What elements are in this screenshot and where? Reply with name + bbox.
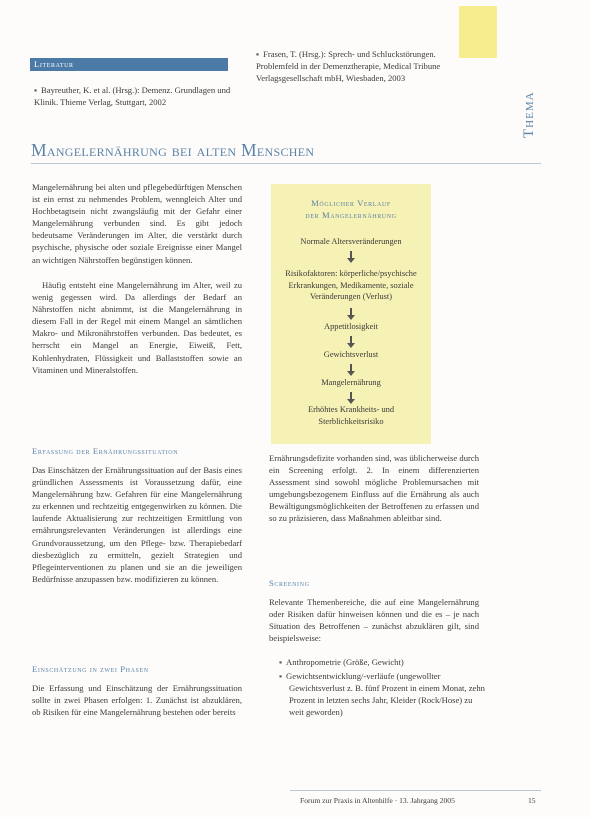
footer-rule — [290, 790, 541, 791]
literature-heading: Literatur — [30, 58, 228, 71]
flow-step-4: Gewichtsverlust — [323, 350, 379, 359]
screening-bullet-1: ▪ Anthropometrie (Größe, Gewicht) — [279, 656, 487, 668]
paragraph-erfassung: Das Einschätzen der Ernährungssituation auf der Basis eines gründlichen Assessments ist Voraussetzung dafür, eine Mangelernährung bzw. Gefahren für eine Mangelernährung zu erkennen und rechtzeitig entgegenwirken zu können. Die laufende Aktualisierung zur rechtzeitigen Ermittlung von ernährungsrelevanten Veränderungen ist allerdings eine Grundvoraussetzung, um den Pflege- bzw. Therapiebedarf diesbezüglich zu ermitteln, gezielt Strategien und Pflegeinterventionen zu planen und sie an die jeweiligen Bedürfnisse anzupassen bzw. modifizieren zu können. — [32, 465, 242, 584]
literature-entry-1: ▪ Bayreuther, K. et al. (Hrsg.): Demenz. Grundlagen und Klinik. Thieme Verlag, Stuttgart, 2002 — [34, 84, 234, 108]
flow-arrow-1 — [350, 251, 352, 259]
heading-erfassung: Erfassung der Ernährungssituation — [32, 446, 179, 456]
screening-bullet-2: ▪ Gewichtsentwicklung/-verläufe (ungewollter Gewichtsverlust z. B. fünf Prozent in einem Monat, zehn Prozent in letzten sechs Jahr, Kleider (Rock/Hose) zu weit geworden) — [279, 670, 487, 718]
flow-arrow-2 — [350, 308, 352, 316]
flow-arrow-4 — [350, 364, 352, 372]
flow-arrow-5 — [350, 392, 352, 400]
flow-step-5: Mangelernährung — [321, 378, 381, 387]
paragraph-continuation: Ernährungsdefizite vorhanden sind, was üblicherweise durch ein Screening erfolgt. 2. In einem differenzierten Assessment sind sowohl mögliche Problemursachen mit umgebungsbezogenem Einfluss auf die Ernährung als auch Bewältigungsmöglichkeiten der Betroffenen zu erfassen und so zu präzisieren, dass Maßnahmen ableitbar sind. — [269, 453, 479, 524]
title-rule — [31, 163, 541, 164]
flow-step-1: Normale Altersveränderungen — [300, 237, 402, 246]
flow-step-6: Erhöhtes Krankheits- und Sterblichkeitsrisiko — [307, 405, 395, 426]
flow-step-2: Risikofaktoren: körperliche/psychische Erkrankungen, Medikamente, soziale Veränderungen (Verlust) — [285, 269, 417, 301]
flow-box-title-2: der Mangelernährung — [305, 210, 397, 220]
flow-step-3: Appetitlosigkeit — [324, 322, 378, 331]
flow-box — [271, 184, 431, 444]
intro-paragraph-1: Mangelernährung bei alten und pflegebedürftigen Menschen ist ein ernst zu nehmendes Problem, wenngleich Alter und Hochbetagtsein nicht zwangsläufig mit der Gefahr einer Mangelernährung verbunden sind. Es gibt jedoch bedeutsame Veränderungen im Alter, die verstärkt durch psychische, physische oder soziale Ereignisse einer Mangel an wichtigen Nährstoffen begünstigen können. — [32, 182, 242, 265]
paragraph-zwei-phasen: Die Erfassung und Einschätzung der Ernährungssituation sollte in zwei Phasen erfolgen: 1. Zunächst ist abzuklären, ob Risiken für eine Mangelernährung bestehen oder bereits — [32, 683, 242, 718]
flow-box-title-1: Möglicher Verlauf — [311, 198, 391, 208]
footer-journal: Forum zur Praxis in Altenhilfe · 13. Jahrgang 2005 — [300, 796, 455, 805]
section-color-tab — [459, 6, 497, 58]
section-label-thema: Thema — [521, 91, 537, 138]
flow-arrow-3 — [350, 336, 352, 344]
heading-zwei-phasen: Einschätzung in zwei Phasen — [32, 664, 149, 674]
paragraph-screening: Relevante Themenbereiche, die auf eine Mangelernährung oder Risiken dafür hinweisen können und die es – je nach Situation des Betroffenen – zunächst abzuklären gilt, sind beispielsweise: — [269, 597, 479, 644]
intro-paragraph-2: Häufig entsteht eine Mangelernährung im Alter, weil zu wenig gegessen wird. Da allerdings der Bedarf an Nährstoffen nicht abnimmt, ist die Mangelernährung in diesem Fall in der Regel mit einem Mangel an sämtlichen Makro- und Mikronährstoffen verbunden. Das bedeutet, es herrscht ein Mangel an Energie, Eiweiß, Fett, Kohlenhydraten, Flüssigkeit und Ballaststoffen sowie an Vitaminen und Mineralstoffen. — [32, 280, 242, 375]
footer-page-number: 15 — [528, 796, 536, 805]
heading-screening: Screening — [269, 578, 310, 588]
article-title: Mangelernährung bei alten Menschen — [31, 140, 315, 160]
literature-entry-2: ▪ Frasen, T. (Hrsg.): Sprech- und Schluckstörungen. Problemfeld in der Demenztherapie, Medical Tribune Verlagsgesellschaft mbH, Wiesbaden, 2003 — [256, 48, 461, 84]
